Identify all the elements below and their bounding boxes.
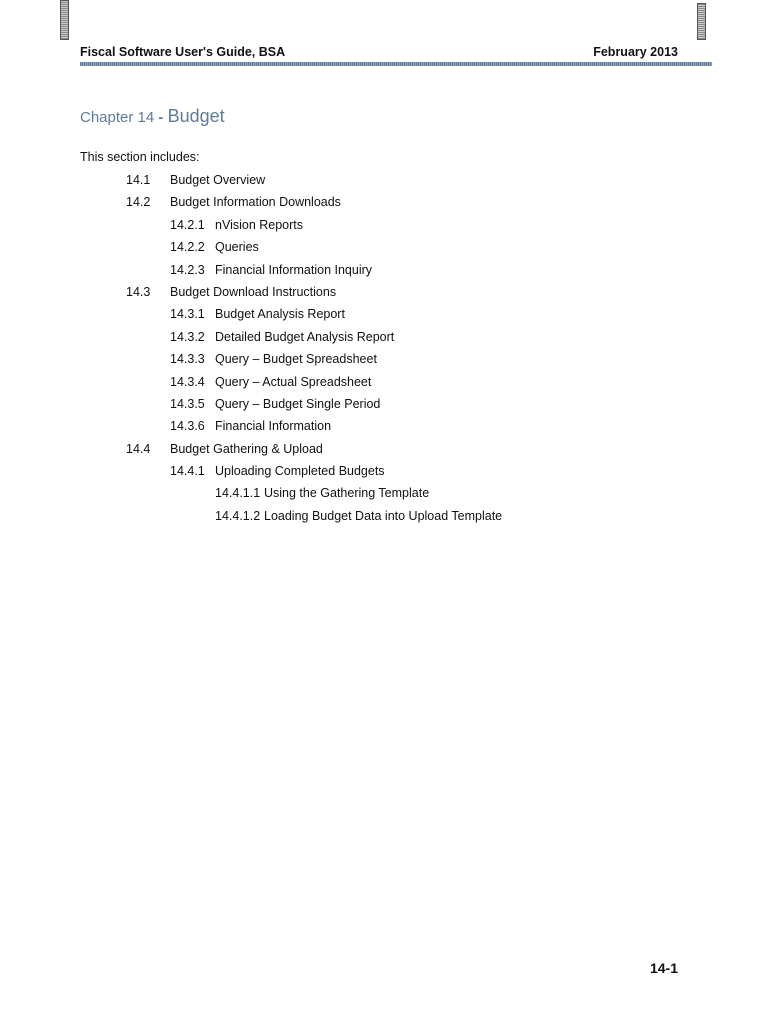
toc-entry-label: Budget Download Instructions (170, 284, 337, 299)
toc-entry-label: Budget Information Downloads (170, 195, 341, 210)
toc-entry-label: Queries (215, 240, 259, 255)
toc-entry-number: 14.4.1.2 (215, 508, 261, 523)
toc-entry-number: 14.2.2 (170, 240, 205, 255)
table-of-contents (0, 172, 770, 530)
toc-entry-number: 14.3.4 (170, 374, 205, 389)
toc-entry (0, 351, 770, 373)
toc-entry-label: Loading Budget Data into Upload Template (264, 508, 503, 523)
toc-entry-label: Query – Actual Spreadsheet (215, 374, 372, 389)
toc-entry-number: 14.3.1 (170, 307, 205, 322)
toc-entry (0, 217, 770, 239)
section-intro: This section includes: (80, 150, 200, 164)
toc-entry (0, 508, 770, 530)
toc-entry-number: 14.3.2 (170, 329, 205, 344)
toc-entry (0, 194, 770, 216)
chapter-heading (80, 106, 225, 127)
toc-entry-number: 14.3 (126, 284, 151, 299)
toc-entry-number: 14.3.6 (170, 419, 205, 434)
toc-entry-number: 14.3.5 (170, 396, 205, 411)
toc-entry (0, 284, 770, 306)
toc-entry-label: Query – Budget Single Period (215, 396, 381, 411)
toc-entry-number: 14.1 (126, 173, 151, 187)
toc-entry-label: Query – Budget Spreadsheet (215, 352, 377, 367)
toc-entry (0, 306, 770, 328)
left-corner-marker (60, 0, 69, 40)
header-rule (80, 62, 712, 66)
page-number: 14-1 (649, 960, 678, 976)
toc-entry (0, 374, 770, 396)
toc-entry (0, 262, 770, 284)
toc-entry (0, 463, 770, 485)
toc-entry (0, 396, 770, 418)
toc-entry-number: 14.2 (126, 195, 151, 210)
toc-entry (0, 239, 770, 261)
toc-entry (0, 172, 770, 194)
toc-entry-label: Using the Gathering Template (264, 486, 430, 501)
toc-entry-number: 14.3.3 (170, 352, 205, 367)
chapter-separator: - (154, 109, 168, 126)
toc-entry-number: 14.4 (126, 441, 151, 456)
toc-entry-label: Uploading Completed Budgets (215, 464, 385, 479)
toc-entry-number: 14.2.1 (170, 217, 205, 232)
document-date: February 2013 (593, 45, 678, 59)
toc-entry-number: 14.2.3 (170, 262, 205, 277)
toc-entry-number: 14.4.1 (170, 464, 205, 479)
chapter-name: Budget (167, 106, 225, 126)
right-corner-marker (697, 3, 706, 40)
toc-entry-label: Detailed Budget Analysis Report (215, 329, 395, 344)
toc-entry-label: nVision Reports (215, 217, 304, 232)
document-title: Fiscal Software User's Guide, BSA (80, 45, 286, 59)
toc-entry-label: Financial Information (215, 419, 332, 434)
toc-entry (0, 418, 770, 440)
toc-entry-label: Financial Information Inquiry (215, 262, 373, 277)
chapter-number: Chapter 14 (80, 109, 155, 126)
toc-entry-label: Budget Overview (170, 173, 266, 187)
toc-entry-label: Budget Gathering & Upload (170, 441, 323, 456)
toc-entry (0, 485, 770, 507)
toc-entry (0, 441, 770, 463)
toc-entry (0, 329, 770, 351)
toc-entry-number: 14.4.1.1 (215, 486, 261, 501)
toc-entry-label: Budget Analysis Report (215, 307, 345, 322)
